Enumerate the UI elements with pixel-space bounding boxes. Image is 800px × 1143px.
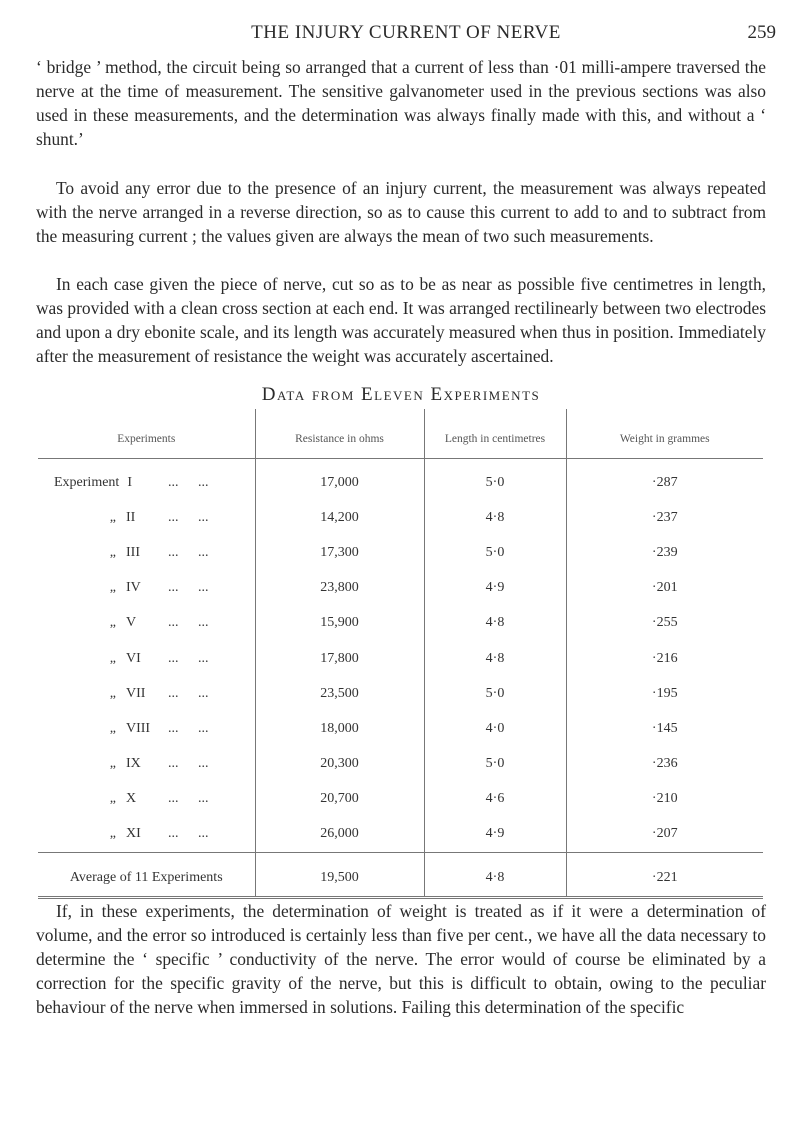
experiment-prefix: „ bbox=[109, 720, 116, 736]
header-experiments: Experiments bbox=[38, 409, 255, 459]
experiment-label bbox=[54, 580, 168, 596]
weight-cell: ·210 bbox=[566, 782, 763, 817]
experiment-roman: VI bbox=[126, 650, 141, 666]
header-weight: Weight in grammes bbox=[566, 409, 763, 459]
resistance-cell: 18,000 bbox=[255, 711, 424, 746]
weight-cell: ·239 bbox=[566, 535, 763, 570]
experiment-cell bbox=[38, 817, 255, 853]
weight-cell: ·236 bbox=[566, 747, 763, 782]
leader-dots: ... bbox=[168, 756, 179, 772]
experiment-roman: VII bbox=[126, 685, 146, 701]
leader-dots: ... bbox=[168, 615, 179, 631]
leader-dots: ... bbox=[198, 826, 209, 842]
length-cell: 4·9 bbox=[424, 817, 566, 853]
table-row bbox=[38, 459, 763, 501]
leader-dots: ... bbox=[198, 685, 209, 701]
experiment-label bbox=[54, 791, 168, 807]
length-cell: 4·9 bbox=[424, 571, 566, 606]
resistance-cell: 20,300 bbox=[255, 747, 424, 782]
leader-dots: ... bbox=[168, 685, 179, 701]
weight-cell: ·207 bbox=[566, 817, 763, 853]
table-row bbox=[38, 535, 763, 570]
paragraph-3: In each case given the piece of nerve, cut so as to be as near as possible five centimetres in length, was provided with a clean cross section at each end. It was arranged rectilinearly between two electrodes and upon a dry ebonite scale, and its length was accurately measured when thus in position. Immediately after the measurement of resistance the weight was accurately ascertained. bbox=[36, 274, 766, 366]
resistance-cell: 15,900 bbox=[255, 606, 424, 641]
experiment-prefix: „ bbox=[109, 650, 116, 666]
experiment-label bbox=[54, 826, 168, 842]
data-table bbox=[38, 409, 763, 899]
experiment-roman: VIII bbox=[126, 720, 151, 736]
leader-dots: ... bbox=[198, 580, 209, 596]
table-row bbox=[38, 817, 763, 853]
table-title: Data from Eleven Experiments bbox=[261, 384, 541, 405]
experiment-roman: V bbox=[126, 615, 137, 631]
leader-dots: ... bbox=[168, 650, 179, 666]
leader-dots: ... bbox=[198, 474, 209, 490]
resistance-cell: 17,800 bbox=[255, 641, 424, 676]
paragraph-2: To avoid any error due to the presence of an injury current, the measurement was always repeated with the nerve arranged in a reverse direction, so as to cause this current to add to and to subtract from the measuring current ; the values given are always the mean of two such measurements. bbox=[36, 178, 766, 246]
resistance-cell: 20,700 bbox=[255, 782, 424, 817]
leader-dots: ... bbox=[198, 791, 209, 807]
experiment-cell bbox=[38, 535, 255, 570]
table-row bbox=[38, 782, 763, 817]
leader-dots: ... bbox=[168, 720, 179, 736]
experiment-cell bbox=[38, 571, 255, 606]
leader-dots: ... bbox=[168, 474, 179, 490]
length-cell: 4·8 bbox=[424, 606, 566, 641]
experiment-cell bbox=[38, 747, 255, 782]
experiment-prefix: „ bbox=[109, 826, 116, 842]
experiment-cell bbox=[38, 676, 255, 711]
length-cell: 4·8 bbox=[424, 641, 566, 676]
weight-cell: ·237 bbox=[566, 500, 763, 535]
table-header-row bbox=[38, 409, 763, 459]
leader-dots: ... bbox=[198, 615, 209, 631]
experiment-roman: I bbox=[127, 474, 132, 490]
table-row bbox=[38, 747, 763, 782]
average-resistance: 19,500 bbox=[255, 853, 424, 897]
leader-dots: ... bbox=[168, 580, 179, 596]
weight-cell: ·145 bbox=[566, 711, 763, 746]
weight-cell: ·287 bbox=[566, 459, 763, 501]
header-resistance: Resistance in ohms bbox=[255, 409, 424, 459]
experiment-roman: X bbox=[126, 791, 137, 807]
experiment-roman: IV bbox=[126, 580, 141, 596]
experiment-prefix: „ bbox=[109, 791, 116, 807]
weight-cell: ·195 bbox=[566, 676, 763, 711]
page-header bbox=[36, 22, 776, 52]
length-cell: 5·0 bbox=[424, 535, 566, 570]
experiment-cell bbox=[38, 459, 255, 501]
experiment-cell bbox=[38, 500, 255, 535]
experiment-label bbox=[54, 721, 168, 737]
length-cell: 4·8 bbox=[424, 500, 566, 535]
experiment-roman: IX bbox=[126, 756, 141, 772]
header-length: Length in centimetres bbox=[424, 409, 566, 459]
leader-dots: ... bbox=[168, 509, 179, 525]
table-row bbox=[38, 606, 763, 641]
resistance-cell: 23,500 bbox=[255, 676, 424, 711]
experiment-cell bbox=[38, 641, 255, 676]
resistance-cell: 23,800 bbox=[255, 571, 424, 606]
resistance-cell: 26,000 bbox=[255, 817, 424, 853]
length-cell: 5·0 bbox=[424, 459, 566, 501]
experiment-cell bbox=[38, 606, 255, 641]
leader-dots: ... bbox=[168, 791, 179, 807]
leader-dots: ... bbox=[198, 509, 209, 525]
experiment-label bbox=[54, 510, 168, 526]
experiment-roman: III bbox=[126, 544, 140, 560]
table-row bbox=[38, 571, 763, 606]
experiment-label bbox=[54, 615, 168, 631]
length-cell: 4·0 bbox=[424, 711, 566, 746]
leader-dots: ... bbox=[198, 544, 209, 560]
length-cell: 5·0 bbox=[424, 747, 566, 782]
experiment-label bbox=[54, 545, 168, 561]
resistance-cell: 17,300 bbox=[255, 535, 424, 570]
paragraph-1: ‘ bridge ’ method, the circuit being so arranged that a current of less than ·01 milli-ampere traversed the nerve at the time of measurement. The sensitive galvanometer used in the previous sections was also used in these measurements, and the determination was always finally made with this, and without a ‘ shunt.’ bbox=[36, 57, 766, 149]
experiment-cell bbox=[38, 782, 255, 817]
average-length: 4·8 bbox=[424, 853, 566, 897]
leader-dots: ... bbox=[198, 756, 209, 772]
experiment-roman: XI bbox=[126, 826, 141, 842]
weight-cell: ·255 bbox=[566, 606, 763, 641]
experiment-prefix: „ bbox=[109, 509, 116, 525]
experiment-prefix: „ bbox=[109, 756, 116, 772]
table-row bbox=[38, 676, 763, 711]
paragraph-4: If, in these experiments, the determination of weight is treated as if it were a determination of volume, and the error so introduced is certainly less than five per cent., we have all the data necessary to determine the ‘ specific ’ conductivity of the nerve. The error would of course be eliminated by a correction for the specific gravity of the nerve, but this is difficult to obtain, owing to the peculiar behaviour of the nerve when immersed in solutions. Failing this determination of the specific bbox=[36, 901, 766, 1017]
experiment-prefix: Experiment bbox=[54, 474, 120, 490]
experiment-label bbox=[54, 756, 168, 772]
page-number: 259 bbox=[747, 22, 776, 43]
experiment-cell bbox=[38, 711, 255, 746]
experiment-label bbox=[54, 651, 168, 667]
weight-cell: ·216 bbox=[566, 641, 763, 676]
table-row bbox=[38, 711, 763, 746]
experiment-prefix: „ bbox=[109, 544, 116, 560]
average-weight: ·221 bbox=[566, 853, 763, 897]
experiment-prefix: „ bbox=[109, 615, 116, 631]
length-cell: 4·6 bbox=[424, 782, 566, 817]
leader-dots: ... bbox=[198, 650, 209, 666]
resistance-cell: 14,200 bbox=[255, 500, 424, 535]
experiment-label bbox=[54, 475, 168, 491]
average-label: Average of 11 Experiments bbox=[38, 853, 255, 897]
experiment-prefix: „ bbox=[109, 685, 116, 701]
resistance-cell: 17,000 bbox=[255, 459, 424, 501]
length-cell: 5·0 bbox=[424, 676, 566, 711]
experiment-prefix: „ bbox=[109, 580, 116, 596]
running-title: THE INJURY CURRENT OF NERVE bbox=[251, 22, 561, 43]
weight-cell: ·201 bbox=[566, 571, 763, 606]
table-row bbox=[38, 641, 763, 676]
experiment-roman: II bbox=[126, 509, 136, 525]
leader-dots: ... bbox=[168, 544, 179, 560]
leader-dots: ... bbox=[198, 720, 209, 736]
table-row bbox=[38, 500, 763, 535]
experiment-label bbox=[54, 686, 168, 702]
leader-dots: ... bbox=[168, 826, 179, 842]
average-row bbox=[38, 853, 763, 897]
